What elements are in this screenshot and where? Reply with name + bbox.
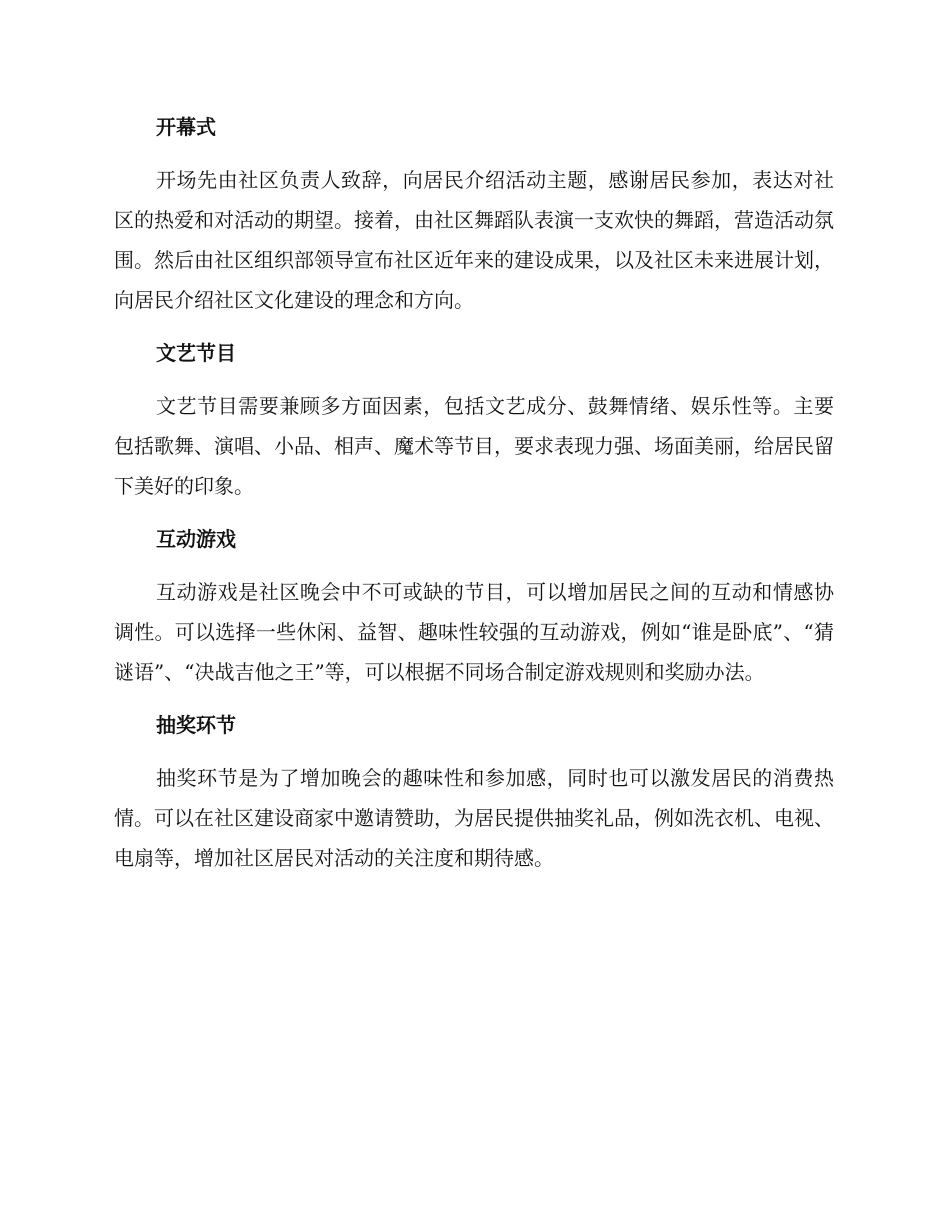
section-paragraph-performances: 文艺节目需要兼顾多方面因素，包括文艺成分、鼓舞情绪、娱乐性等。主要包括歌舞、演唱、小品、相声、魔术等节目，要求表现力强、场面美丽，给居民留下美好的印象。: [114, 394, 834, 498]
document-body: [114, 108, 834, 892]
section-paragraph-games: 互动游戏是社区晚会中不可或缺的节目，可以增加居民之间的互动和情感协调性。可以选择一些休闲、益智、趣味性较强的互动游戏，例如“谁是卧底”、“猜谜语”、“决战吉他之王”等，可以根据不同场合制定游戏规则和奖励办法。: [114, 580, 834, 684]
section-paragraph-opening: 开场先由社区负责人致辞，向居民介绍活动主题，感谢居民参加，表达对社区的热爱和对活动的期望。接着，由社区舞蹈队表演一支欢快的舞蹈，营造活动氛围。然后由社区组织部领导宣布社区近年来的建设成果，以及社区未来进展计划，向居民介绍社区文化建设的理念和方向。: [114, 168, 834, 312]
section-heading-games: 互动游戏: [156, 527, 236, 551]
section-heading-performances: 文艺节目: [156, 341, 236, 365]
section-heading-opening: 开幕式: [156, 115, 216, 139]
section-heading-lottery: 抽奖环节: [156, 713, 236, 737]
section-paragraph-lottery: 抽奖环节是为了增加晚会的趣味性和参加感，同时也可以激发居民的消费热情。可以在社区建设商家中邀请赞助，为居民提供抽奖礼品，例如洗衣机、电视、电扇等，增加社区居民对活动的关注度和期待感。: [114, 766, 834, 870]
